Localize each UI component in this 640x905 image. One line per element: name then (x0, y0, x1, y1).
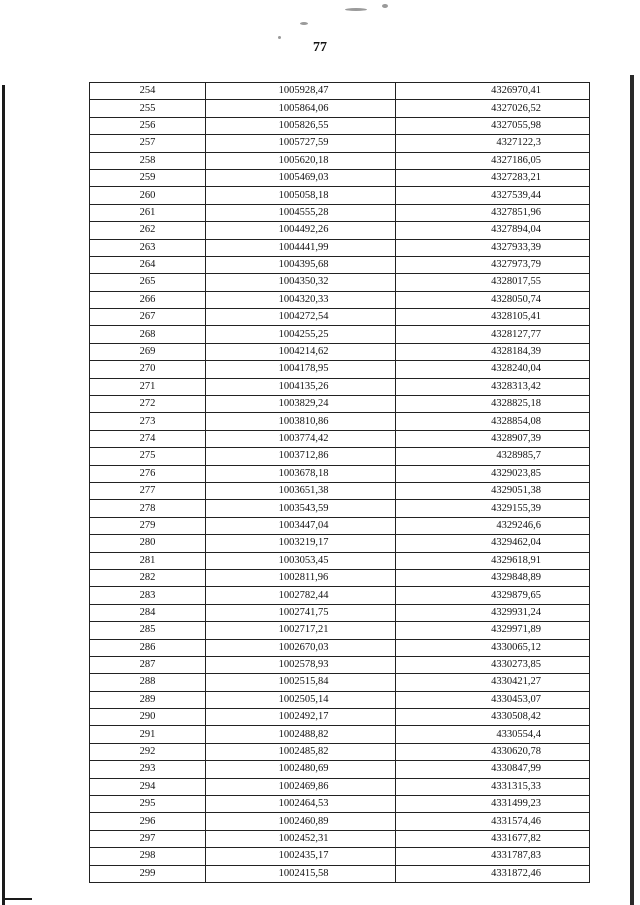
point-number-cell: 297 (90, 830, 206, 847)
table-row (90, 656, 590, 673)
table-row (90, 726, 590, 743)
x-coordinate-cell: 1004395,68 (206, 256, 396, 273)
x-coordinate-cell: 1002452,31 (206, 830, 396, 847)
table-row (90, 517, 590, 534)
point-number-cell: 289 (90, 691, 206, 708)
y-coordinate-cell: 4329051,38 (396, 482, 590, 499)
x-coordinate-cell: 1004272,54 (206, 309, 396, 326)
table-row (90, 482, 590, 499)
point-number-cell: 287 (90, 656, 206, 673)
table-row (90, 135, 590, 152)
point-number-cell: 278 (90, 500, 206, 517)
table-row (90, 169, 590, 186)
y-coordinate-cell: 4327933,39 (396, 239, 590, 256)
table-row (90, 396, 590, 413)
x-coordinate-cell: 1005469,03 (206, 169, 396, 186)
x-coordinate-cell: 1002415,58 (206, 865, 396, 882)
x-coordinate-cell: 1004555,28 (206, 204, 396, 221)
scan-right-edge (630, 75, 634, 905)
point-number-cell: 261 (90, 204, 206, 221)
table-row (90, 552, 590, 569)
y-coordinate-cell: 4331872,46 (396, 865, 590, 882)
table-row (90, 587, 590, 604)
y-coordinate-cell: 4327186,05 (396, 152, 590, 169)
page-number: 77 (313, 40, 327, 55)
point-number-cell: 262 (90, 222, 206, 239)
y-coordinate-cell: 4328240,04 (396, 361, 590, 378)
point-number-cell: 279 (90, 517, 206, 534)
y-coordinate-cell: 4330421,27 (396, 674, 590, 691)
x-coordinate-cell: 1005928,47 (206, 83, 396, 100)
coordinates-table-body (90, 83, 590, 883)
y-coordinate-cell: 4329462,04 (396, 535, 590, 552)
table-row (90, 117, 590, 134)
point-number-cell: 286 (90, 639, 206, 656)
y-coordinate-cell: 4329879,65 (396, 587, 590, 604)
y-coordinate-cell: 4329023,85 (396, 465, 590, 482)
table-row (90, 743, 590, 760)
table-row (90, 604, 590, 621)
x-coordinate-cell: 1002741,75 (206, 604, 396, 621)
y-coordinate-cell: 4328854,08 (396, 413, 590, 430)
x-coordinate-cell: 1003774,42 (206, 430, 396, 447)
table-row (90, 761, 590, 778)
point-number-cell: 292 (90, 743, 206, 760)
x-coordinate-cell: 1004214,62 (206, 343, 396, 360)
table-row (90, 343, 590, 360)
point-number-cell: 266 (90, 291, 206, 308)
y-coordinate-cell: 4328127,77 (396, 326, 590, 343)
table-row (90, 448, 590, 465)
table-row (90, 100, 590, 117)
x-coordinate-cell: 1003053,45 (206, 552, 396, 569)
table-row (90, 639, 590, 656)
y-coordinate-cell: 4328017,55 (396, 274, 590, 291)
y-coordinate-cell: 4329246,6 (396, 517, 590, 534)
x-coordinate-cell: 1004350,32 (206, 274, 396, 291)
point-number-cell: 299 (90, 865, 206, 882)
point-number-cell: 290 (90, 709, 206, 726)
y-coordinate-cell: 4327122,3 (396, 135, 590, 152)
table-row (90, 848, 590, 865)
x-coordinate-cell: 1002480,69 (206, 761, 396, 778)
y-coordinate-cell: 4330273,85 (396, 656, 590, 673)
point-number-cell: 265 (90, 274, 206, 291)
y-coordinate-cell: 4327894,04 (396, 222, 590, 239)
y-coordinate-cell: 4329931,24 (396, 604, 590, 621)
x-coordinate-cell: 1002469,86 (206, 778, 396, 795)
table-row (90, 569, 590, 586)
x-coordinate-cell: 1005620,18 (206, 152, 396, 169)
y-coordinate-cell: 4327539,44 (396, 187, 590, 204)
y-coordinate-cell: 4328313,42 (396, 378, 590, 395)
table-row (90, 691, 590, 708)
x-coordinate-cell: 1003678,18 (206, 465, 396, 482)
point-number-cell: 281 (90, 552, 206, 569)
table-row (90, 709, 590, 726)
table-row (90, 309, 590, 326)
point-number-cell: 272 (90, 396, 206, 413)
x-coordinate-cell: 1002488,82 (206, 726, 396, 743)
x-coordinate-cell: 1003651,38 (206, 482, 396, 499)
y-coordinate-cell: 4329155,39 (396, 500, 590, 517)
y-coordinate-cell: 4328985,7 (396, 448, 590, 465)
x-coordinate-cell: 1004441,99 (206, 239, 396, 256)
point-number-cell: 295 (90, 796, 206, 813)
y-coordinate-cell: 4326970,41 (396, 83, 590, 100)
y-coordinate-cell: 4328184,39 (396, 343, 590, 360)
x-coordinate-cell: 1004320,33 (206, 291, 396, 308)
x-coordinate-cell: 1002811,96 (206, 569, 396, 586)
x-coordinate-cell: 1002492,17 (206, 709, 396, 726)
y-coordinate-cell: 4330847,99 (396, 761, 590, 778)
table-row (90, 291, 590, 308)
table-row (90, 413, 590, 430)
point-number-cell: 275 (90, 448, 206, 465)
point-number-cell: 259 (90, 169, 206, 186)
table-row (90, 622, 590, 639)
table-row (90, 187, 590, 204)
point-number-cell: 257 (90, 135, 206, 152)
x-coordinate-cell: 1003447,04 (206, 517, 396, 534)
table-row (90, 830, 590, 847)
table-row (90, 256, 590, 273)
point-number-cell: 256 (90, 117, 206, 134)
point-number-cell: 260 (90, 187, 206, 204)
scan-speck (278, 36, 281, 39)
table-row (90, 813, 590, 830)
x-coordinate-cell: 1005826,55 (206, 117, 396, 134)
y-coordinate-cell: 4327283,21 (396, 169, 590, 186)
x-coordinate-cell: 1002717,21 (206, 622, 396, 639)
point-number-cell: 284 (90, 604, 206, 621)
point-number-cell: 288 (90, 674, 206, 691)
x-coordinate-cell: 1003829,24 (206, 396, 396, 413)
point-number-cell: 273 (90, 413, 206, 430)
y-coordinate-cell: 4330620,78 (396, 743, 590, 760)
point-number-cell: 285 (90, 622, 206, 639)
table-row (90, 465, 590, 482)
point-number-cell: 270 (90, 361, 206, 378)
table-row (90, 865, 590, 882)
coordinates-table (89, 82, 590, 883)
y-coordinate-cell: 4329848,89 (396, 569, 590, 586)
table-row (90, 222, 590, 239)
y-coordinate-cell: 4330453,07 (396, 691, 590, 708)
table-row (90, 430, 590, 447)
scan-bottom-mark (2, 898, 32, 900)
y-coordinate-cell: 4327026,52 (396, 100, 590, 117)
x-coordinate-cell: 1002670,03 (206, 639, 396, 656)
x-coordinate-cell: 1003219,17 (206, 535, 396, 552)
table-row (90, 274, 590, 291)
x-coordinate-cell: 1002464,53 (206, 796, 396, 813)
point-number-cell: 277 (90, 482, 206, 499)
y-coordinate-cell: 4330554,4 (396, 726, 590, 743)
point-number-cell: 264 (90, 256, 206, 273)
table-row (90, 500, 590, 517)
scan-left-edge (2, 85, 5, 905)
y-coordinate-cell: 4327055,98 (396, 117, 590, 134)
table-row (90, 796, 590, 813)
point-number-cell: 294 (90, 778, 206, 795)
point-number-cell: 255 (90, 100, 206, 117)
point-number-cell: 274 (90, 430, 206, 447)
point-number-cell: 263 (90, 239, 206, 256)
y-coordinate-cell: 4328907,39 (396, 430, 590, 447)
point-number-cell: 254 (90, 83, 206, 100)
y-coordinate-cell: 4328050,74 (396, 291, 590, 308)
x-coordinate-cell: 1002578,93 (206, 656, 396, 673)
table-row (90, 152, 590, 169)
x-coordinate-cell: 1005727,59 (206, 135, 396, 152)
x-coordinate-cell: 1002505,14 (206, 691, 396, 708)
y-coordinate-cell: 4331499,23 (396, 796, 590, 813)
point-number-cell: 276 (90, 465, 206, 482)
table-row (90, 326, 590, 343)
scan-speck (345, 8, 367, 11)
table-row (90, 535, 590, 552)
point-number-cell: 280 (90, 535, 206, 552)
x-coordinate-cell: 1004178,95 (206, 361, 396, 378)
table-row (90, 204, 590, 221)
scan-speck (300, 22, 308, 25)
point-number-cell: 291 (90, 726, 206, 743)
point-number-cell: 267 (90, 309, 206, 326)
point-number-cell: 268 (90, 326, 206, 343)
y-coordinate-cell: 4327851,96 (396, 204, 590, 221)
x-coordinate-cell: 1003810,86 (206, 413, 396, 430)
point-number-cell: 298 (90, 848, 206, 865)
x-coordinate-cell: 1004492,26 (206, 222, 396, 239)
x-coordinate-cell: 1002782,44 (206, 587, 396, 604)
scan-speck (382, 4, 388, 8)
table-row (90, 378, 590, 395)
y-coordinate-cell: 4331574,46 (396, 813, 590, 830)
x-coordinate-cell: 1003543,59 (206, 500, 396, 517)
y-coordinate-cell: 4329971,89 (396, 622, 590, 639)
x-coordinate-cell: 1004135,26 (206, 378, 396, 395)
x-coordinate-cell: 1005864,06 (206, 100, 396, 117)
y-coordinate-cell: 4330065,12 (396, 639, 590, 656)
x-coordinate-cell: 1005058,18 (206, 187, 396, 204)
point-number-cell: 296 (90, 813, 206, 830)
table-row (90, 778, 590, 795)
point-number-cell: 258 (90, 152, 206, 169)
x-coordinate-cell: 1004255,25 (206, 326, 396, 343)
table-row (90, 83, 590, 100)
y-coordinate-cell: 4331315,33 (396, 778, 590, 795)
y-coordinate-cell: 4331677,82 (396, 830, 590, 847)
table-row (90, 361, 590, 378)
table-row (90, 239, 590, 256)
y-coordinate-cell: 4331787,83 (396, 848, 590, 865)
point-number-cell: 293 (90, 761, 206, 778)
y-coordinate-cell: 4327973,79 (396, 256, 590, 273)
table-row (90, 674, 590, 691)
point-number-cell: 283 (90, 587, 206, 604)
x-coordinate-cell: 1002485,82 (206, 743, 396, 760)
x-coordinate-cell: 1002515,84 (206, 674, 396, 691)
point-number-cell: 282 (90, 569, 206, 586)
y-coordinate-cell: 4330508,42 (396, 709, 590, 726)
y-coordinate-cell: 4329618,91 (396, 552, 590, 569)
x-coordinate-cell: 1002435,17 (206, 848, 396, 865)
x-coordinate-cell: 1003712,86 (206, 448, 396, 465)
x-coordinate-cell: 1002460,89 (206, 813, 396, 830)
point-number-cell: 269 (90, 343, 206, 360)
point-number-cell: 271 (90, 378, 206, 395)
y-coordinate-cell: 4328825,18 (396, 396, 590, 413)
y-coordinate-cell: 4328105,41 (396, 309, 590, 326)
